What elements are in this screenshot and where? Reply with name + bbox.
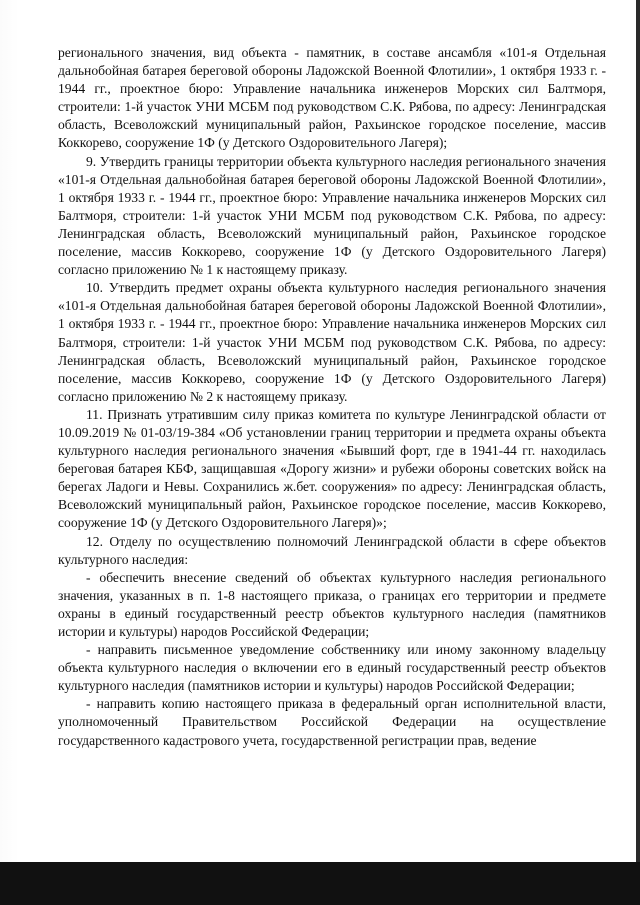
scan-edge-right — [636, 0, 640, 862]
paragraph-continuation: регионального значения, вид объекта - памятник, в составе ансамбля «101-я Отдельная дальнобойная батарея береговой обороны Ладожской Военной Флотилии», 1 октября 1933 г. - 1944 гг., проектное бюро: Управление начальника инженеров Морских сил Балтморя, строители: 1-й участок УНИ МСБМ под руководством С.К. Рябова, по адресу: Ленинградская область, Всеволожский муниципальный район, Рахьинское городское поселение, массив Коккорево, сооружение 1Ф (у Детского Оздоровительного Лагеря); — [58, 45, 606, 151]
paragraph-item-11: 11. Признать утратившим силу приказ комитета по культуре Ленинградской области от 10.09.2019 № 01-03/19-384 «Об установлении границ территории и предмета охраны объекта культурного наследия регионального значения «Бывший форт, где в 1941-44 гг. находилась береговая батарея КБФ, защищавшая «Дорогу жизни» и рубежи обороны советских войск на берегах Ладоги и Невы. Сохранились ж.бет. сооружения» по адресу: Ленинградская область, Всеволожский муниципальный район, Рахьинское городское поселение, массив Коккорево, сооружение 1Ф (у Детского Оздоровительного Лагеря)»; — [58, 406, 606, 531]
paragraph-item-9: 9. Утвердить границы территории объекта культурного наследия регионального значения «101-я Отдельная дальнобойная батарея береговой обороны Ладожской Военной Флотилии», 1 октября 1933 г. - 1944 гг., проектное бюро: Управление начальника инженеров Морских сил Балтморя, строители: 1-й участок УНИ МСБМ под руководством С.К. Рябова, по адресу: Ленинградская область, Всеволожский муниципальный район, Рахьинское городское поселение, массив Коккорево, сооружение 1Ф (у Детского Оздоровительного Лагеря) согласно приложению № 1 к настоящему приказу. — [58, 153, 606, 278]
paragraph-item-10: 10. Утвердить предмет охраны объекта культурного наследия регионального значения «101-я Отдельная дальнобойная батарея береговой обороны Ладожской Военной Флотилии», 1 октября 1933 г. - 1944 гг., проектное бюро: Управление начальника инженеров Морских сил Балтморя, строители: 1-й участок УНИ МСБМ под руководством С.К. Рябова, по адресу: Ленинградская область, Всеволожский муниципальный район, Рахьинское городское поселение, массив Коккорево, сооружение 1Ф (у Детского Оздоровительного Лагеря) согласно приложению № 2 к настоящему приказу. — [58, 280, 606, 404]
paragraph-bullet-1: - обеспечить внесение сведений об объектах культурного наследия регионального значения, указанных в п. 1-8 настоящего приказа, о границах его территории и предмете охраны в единый государственный реестр объектов культурного наследия (памятников истории и культуры) народов Российской Федерации; — [58, 569, 606, 639]
paragraph-bullet-2: - направить письменное уведомление собственнику или иному законному владельцу объекта культурного наследия о включении его в единый государственный реестр объектов культурного наследия (памятников истории и культуры) народов Российской Федерации; — [58, 642, 606, 694]
paragraph-bullet-3: - направить копию настоящего приказа в федеральный орган исполнительной власти, уполномоченный Правительством Российской Федерации на осуществление государственного кадастрового учета, государственной регистрации прав, ведение — [58, 696, 606, 748]
document-body — [58, 44, 606, 750]
paragraph-item-12: 12. Отделу по осуществлению полномочий Ленинградской области в сфере объектов культурного наследия: — [58, 533, 606, 567]
scan-edge-bottom — [0, 862, 640, 905]
